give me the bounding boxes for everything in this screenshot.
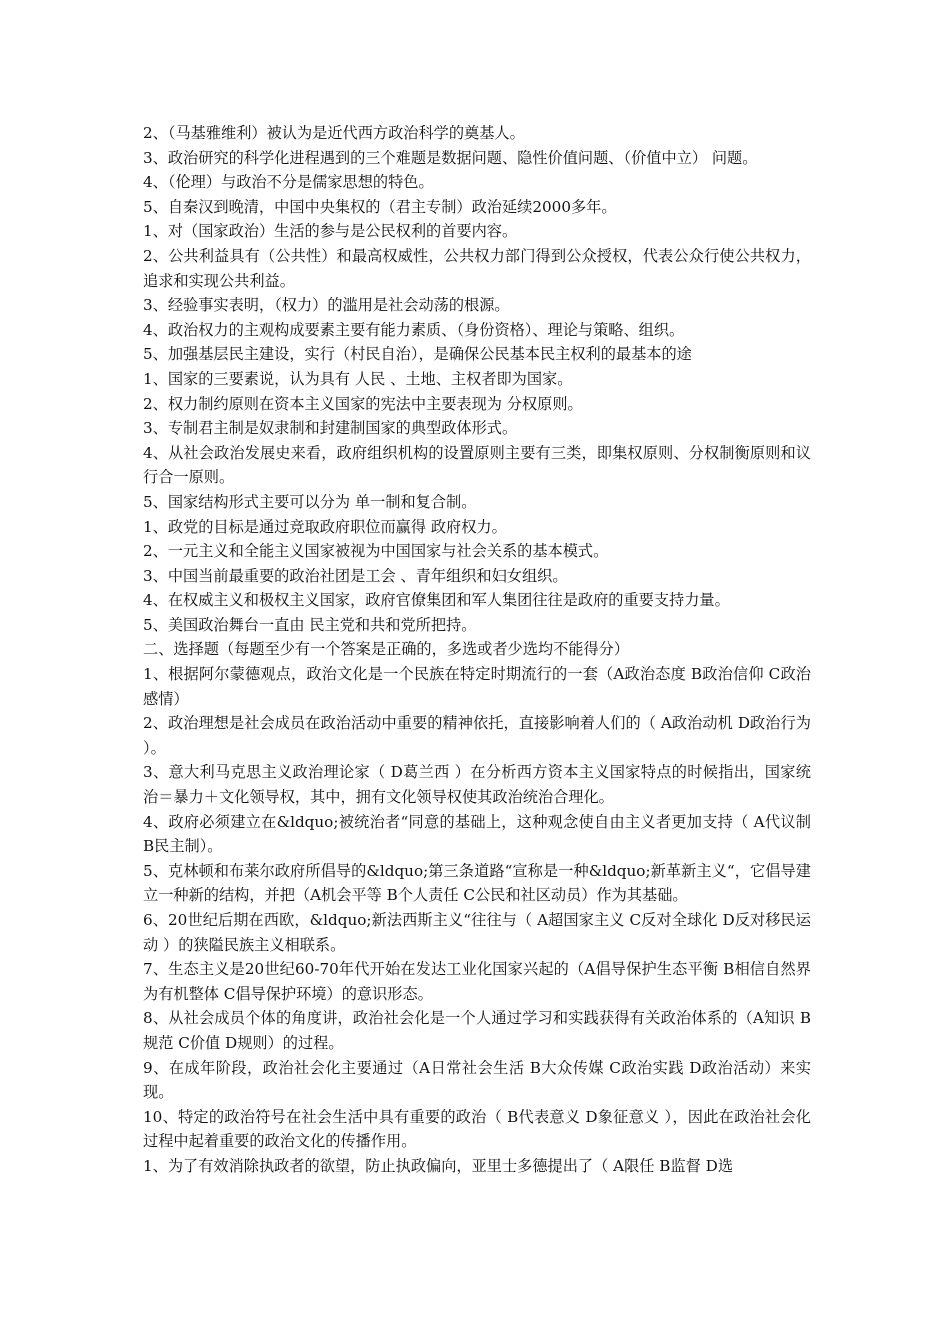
paragraph: 4、政治权力的主观构成要素主要有能力素质、（身份资格）、理论与策略、组织。 [143,320,685,339]
paragraph: 6、20世纪后期在西欧，&ldquo;新法西斯主义“往往与（ A超国家主义 C反对全球化 D反对移民运动 ）的狭隘民族主义相联系。 [143,911,811,954]
paragraph: 3、中国当前最重要的政治社团是工会 、青年组织和妇女组织。 [143,566,568,585]
paragraph: 2、（马基雅维利）被认为是近代西方政治科学的奠基人。 [143,124,525,142]
paragraph: 9、在成年阶段，政治社会化主要通过（A日常社会生活 B大众传媒 C政治实践 D政治活动）来实现。 [143,1058,811,1102]
paragraph: 5、加强基层民主建设，实行（村民自治），是确保公民基本民主权利的最基本的途 [143,345,692,364]
paragraph: 3、政治研究的科学化进程遇到的三个难题是数据问题、隐性价值问题、（价值中立） 问题。 [143,148,758,167]
paragraph: 5、美国政治舞台一直由 民主党和共和党所把持。 [143,615,477,634]
paragraph: 1、政党的目标是通过竞取政府职位而赢得 政府权力。 [143,517,507,536]
paragraph: 2、公共利益具有（公共性）和最高权威性，公共权力部门得到公众授权，代表公众行使公共权力，追求和实现公共利益。 [143,246,811,290]
paragraph: 5、国家结构形式主要可以分为 单一制和复合制。 [143,492,477,511]
paragraph: 4、从社会政治发展史来看，政府组织机构的设置原则主要有三类，即集权原则、分权制衡原则和议行合一原则。 [143,443,811,487]
paragraph: 1、对（国家政治）生活的参与是公民权利的首要内容。 [143,222,518,241]
document-body [143,121,811,1179]
paragraph: 4、在权威主义和极权主义国家，政府官僚集团和军人集团往往是政府的重要支持力量。 [143,591,730,610]
paragraph: 2、权力制约原则在资本主义国家的宪法中主要表现为 分权原则。 [143,394,583,413]
paragraph: 4、政府必须建立在&ldquo;被统治者“同意的基础上，这种观念使自由主义者更加支持（ A代议制 B民主制）。 [143,812,811,856]
paragraph: 1、为了有效消除执政者的欲望，防止执政偏向，亚里士多德提出了（ A限任 B监督 D选 [143,1156,734,1175]
paragraph: 8、从社会成员个体的角度讲，政治社会化是一个人通过学习和实践获得有关政治体系的（A知识 B规范 C价值 D规则）的过程。 [143,1009,811,1052]
paragraph: 4、（伦理）与政治不分是儒家思想的特色。 [143,173,434,192]
paragraph: 5、自秦汉到晚清，中国中央集权的（君主专制）政治延续2000多年。 [143,197,617,216]
paragraph: 2、政治理想是社会成员在政治活动中重要的精神依托，直接影响着人们的（ A政治动机 D政治行为 ）。 [143,714,811,757]
paragraph: 2、一元主义和全能主义国家被视为中国国家与社会关系的基本模式。 [143,542,609,561]
paragraph: 3、经验事实表明，（权力）的滥用是社会动荡的根源。 [143,296,510,315]
paragraph: 1、国家的三要素说，认为具有 人民 、土地、主权者即为国家。 [143,369,573,388]
section-heading: 二、选择题（每题至少有一个答案是正确的，多选或者少选均不能得分） [143,640,629,659]
paragraph: 3、意大利马克思主义政治理论家（ D葛兰西 ）在分析西方资本主义国家特点的时候指出，国家统治＝暴力＋文化领导权，其中，拥有文化领导权使其政治统治合理化。 [143,763,811,807]
paragraph: 7、生态主义是20世纪60-70年代开始在发达工业化国家兴起的（A倡导保护生态平衡 B相信自然界为有机整体 C倡导保护环境）的意识形态。 [143,960,811,1003]
paragraph: 3、专制君主制是奴隶制和封建制国家的典型政体形式。 [143,419,518,438]
paragraph: 1、根据阿尔蒙德观点，政治文化是一个民族在特定时期流行的一套（A政治态度 B政治信仰 C政治感情） [143,665,811,708]
paragraph: 10、特定的政治符号在社会生活中具有重要的政治（ B代表意义 D象征意义 ），因此在政治社会化过程中起着重要的政治文化的传播作用。 [143,1107,811,1151]
paragraph: 5、克林顿和布莱尔政府所倡导的&ldquo;第三条道路“宣称是一种&ldquo;新革新主义“，它倡导建立一种新的结构，并把（A机会平等 B个人责任 C公民和社区动员）作为其基础。 [143,861,811,905]
